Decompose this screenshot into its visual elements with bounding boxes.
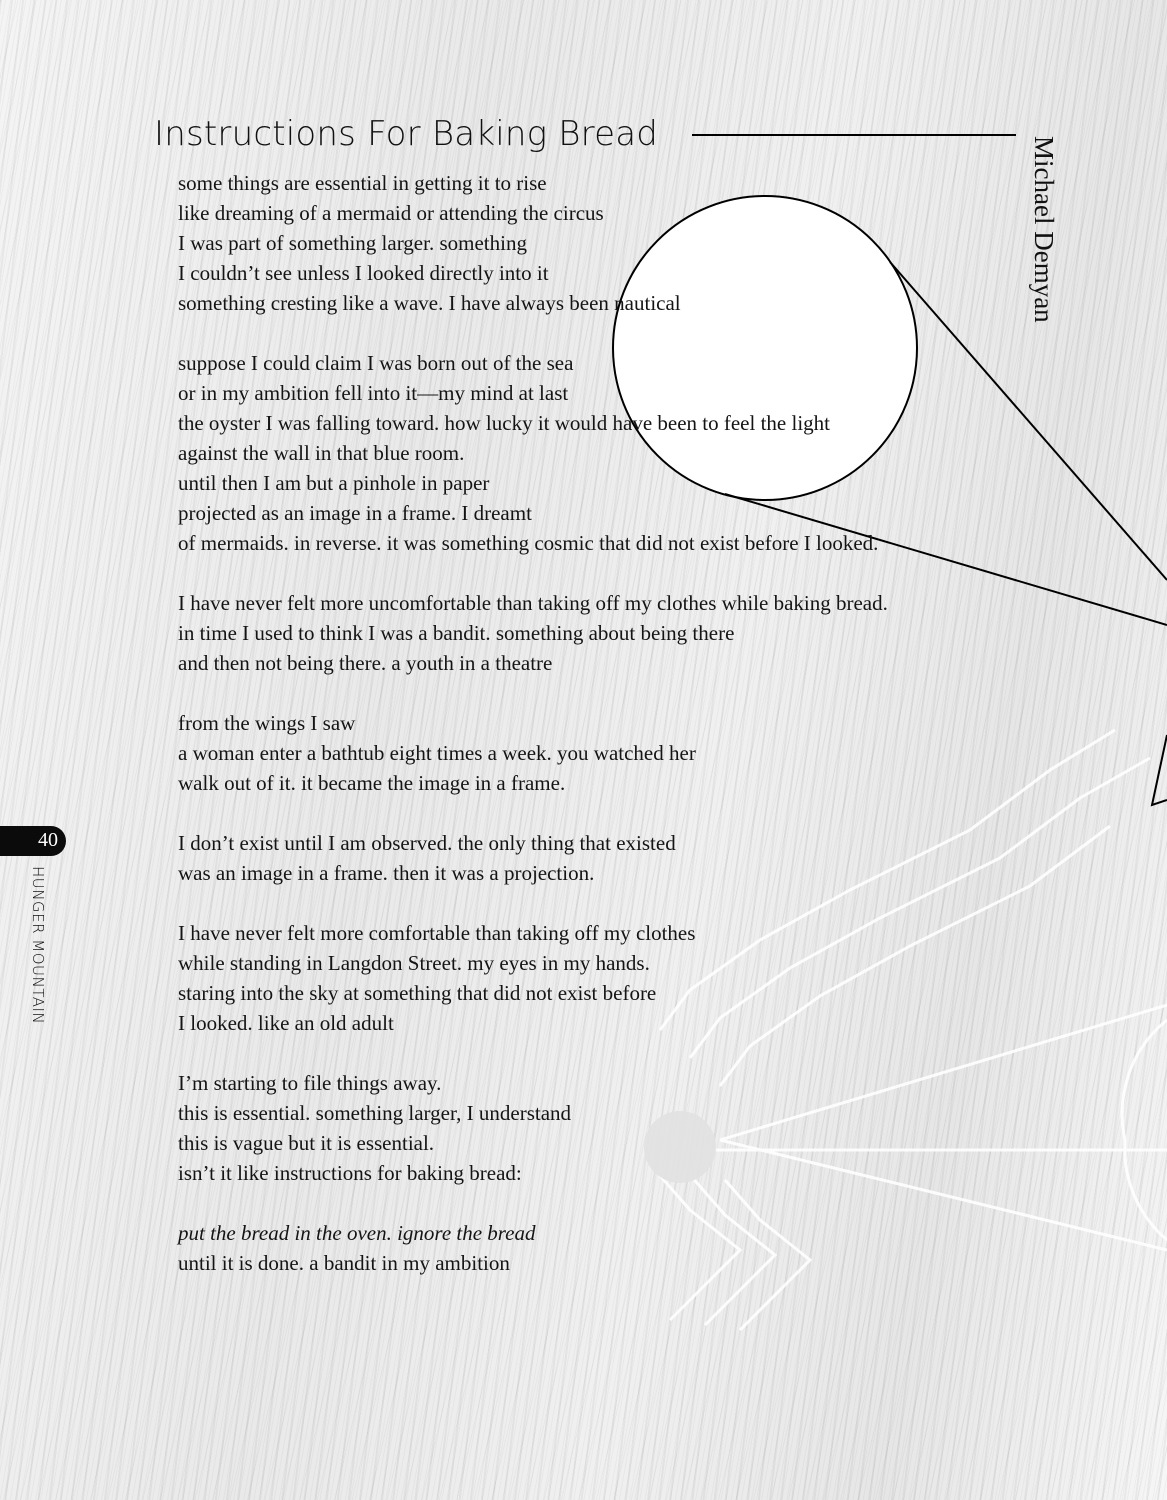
poem-line: isn’t it like instructions for baking bread: (178, 1161, 522, 1185)
poem-line: I looked. like an old adult (178, 1011, 394, 1035)
poem-line: was an image in a frame. then it was a projection. (178, 861, 595, 885)
stanza (178, 168, 1058, 318)
poem-line: this is vague but it is essential. (178, 1131, 435, 1155)
stanza (178, 828, 1058, 888)
author-name: Michael Demyan (1029, 136, 1059, 323)
poem-line: while standing in Langdon Street. my eyes in my hands. (178, 951, 650, 975)
poem-line: projected as an image in a frame. I dreamt (178, 501, 532, 525)
poem-line: in time I used to think I was a bandit. something about being there (178, 621, 735, 645)
poem-line: I don’t exist until I am observed. the only thing that existed (178, 831, 676, 855)
stanza (178, 348, 1058, 558)
page-number-tab (0, 826, 66, 856)
stanza (178, 708, 1058, 798)
poem-line: staring into the sky at something that did not exist before (178, 981, 657, 1005)
stanza (178, 588, 1058, 678)
poem-line: against the wall in that blue room. (178, 441, 465, 465)
poem-line: walk out of it. it became the image in a frame. (178, 771, 566, 795)
lens-triangle-edge (1152, 735, 1167, 805)
poem-line: I have never felt more uncomfortable than taking off my clothes while baking bread. (178, 591, 888, 615)
stanza (178, 918, 1058, 1038)
poem-title: Instructions For Baking Bread (154, 114, 659, 154)
poem-line: of mermaids. in reverse. it was something cosmic that did not exist before I looked. (178, 531, 879, 555)
poem-line: I was part of something larger. something (178, 231, 527, 255)
poem-line: like dreaming of a mermaid or attending the circus (178, 201, 604, 225)
poem-line: put the bread in the oven. ignore the bread (178, 1221, 536, 1245)
poem-line: or in my ambition fell into it—my mind at last (178, 381, 569, 405)
magazine-name: HUNGER MOUNTAIN (29, 866, 47, 1025)
poem-line: some things are essential in getting it to rise (178, 171, 547, 195)
stanza (178, 1218, 1058, 1278)
poem-line: this is essential. something larger, I understand (178, 1101, 572, 1125)
stanza (178, 1068, 1058, 1188)
poem-line: until then I am but a pinhole in paper (178, 471, 490, 495)
poem-line: the oyster I was falling toward. how lucky it would have been to feel the light (178, 411, 830, 435)
poem-line: a woman enter a bathtub eight times a week. you watched her (178, 741, 696, 765)
poem-line: I’m starting to file things away. (178, 1071, 442, 1095)
poem-line: suppose I could claim I was born out of the sea (178, 351, 574, 375)
poem-line: and then not being there. a youth in a theatre (178, 651, 553, 675)
poem-line: I couldn’t see unless I looked directly into it (178, 261, 549, 285)
page-number: 40 (38, 829, 58, 851)
poem-body (178, 168, 1058, 1308)
poem-line: I have never felt more comfortable than taking off my clothes (178, 921, 696, 945)
poem-line: until it is done. a bandit in my ambition (178, 1251, 510, 1275)
poem-line: something cresting like a wave. I have always been nautical (178, 291, 681, 315)
poem-line: from the wings I saw (178, 711, 356, 735)
